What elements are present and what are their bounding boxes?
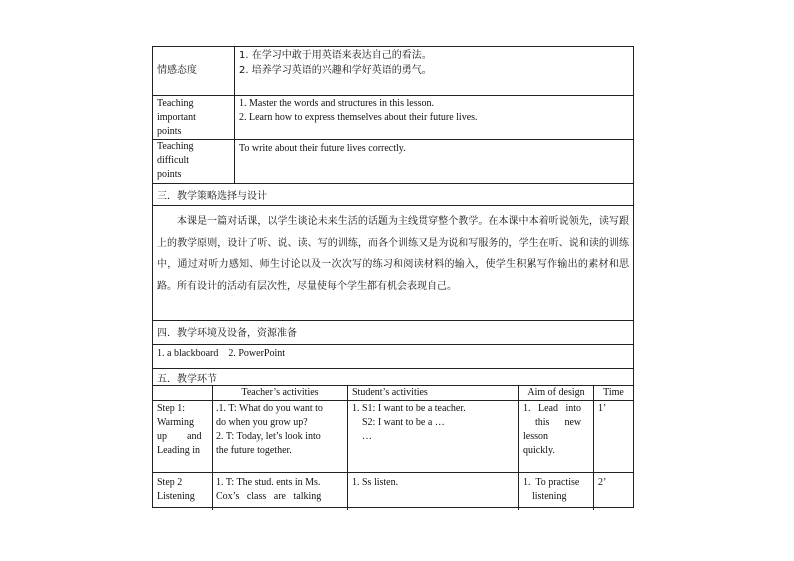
step1-aim-line-2: this new	[535, 417, 582, 428]
important-label-line-3: points	[157, 126, 182, 137]
row-section4-heading	[153, 320, 633, 345]
row-column-headers	[153, 385, 633, 401]
header-teacher-cell	[213, 386, 348, 401]
attitude-label-cell	[153, 47, 235, 95]
row-step-2	[153, 472, 633, 510]
step1-name-line-2: Warming	[157, 417, 194, 428]
step1-name-line-4: Leading in	[157, 445, 201, 456]
step1-teacher-line-1: .1. T: What do you want to	[216, 403, 323, 414]
step1-time-cell	[594, 401, 633, 473]
step1-student-line-3: …	[352, 431, 372, 442]
step1-teacher-line-4: the future together.	[216, 445, 292, 456]
step2-aim-line-1: 1. To practise	[523, 477, 580, 488]
row-attitude	[153, 47, 633, 95]
attitude-content-cell	[235, 47, 633, 95]
step2-teacher-line-2: Cox’s class are talking	[216, 491, 322, 502]
row-section3-paragraph	[153, 205, 633, 321]
step1-aim-line-1: 1. Lead into	[523, 403, 582, 414]
step2-teacher-cell	[213, 473, 348, 510]
important-content-cell	[235, 96, 633, 140]
difficult-label-line-2: difficult	[157, 155, 190, 166]
difficult-content-cell	[235, 140, 633, 184]
section3-heading: 三．教学策略选择与设计	[157, 191, 267, 202]
row-section4-resources	[153, 344, 633, 369]
step1-teacher-cell	[213, 401, 348, 473]
step2-time: 2’	[598, 477, 607, 488]
step2-student-cell	[348, 473, 519, 510]
row-section5-heading	[153, 368, 633, 386]
difficult-label-line-3: points	[157, 169, 182, 180]
step1-student-line-2: S2: I want to be a …	[352, 417, 445, 428]
step1-name-line-3: up and	[157, 431, 202, 442]
row-section3-heading	[153, 183, 633, 206]
step1-teacher-line-2: do when you grow up?	[216, 417, 308, 428]
step2-time-cell	[594, 473, 633, 510]
lesson-plan-table	[152, 46, 634, 508]
header-time-cell	[594, 386, 633, 401]
step1-student-cell	[348, 401, 519, 473]
step1-aim-line-4: quickly.	[523, 445, 555, 456]
attitude-item-1: 1. 在学习中敢于用英语来表达自己的看法。	[239, 50, 432, 61]
section4-heading: 四．教学环境及设备，资源准备	[157, 328, 297, 339]
header-student: Student’s activities	[352, 387, 428, 398]
row-difficult-points	[153, 139, 633, 184]
difficult-text: To write about their future lives correctly.	[239, 143, 406, 154]
step2-name-cell	[153, 473, 213, 510]
row-step-1	[153, 400, 633, 473]
step2-student-line-1: 1. Ss listen.	[352, 477, 399, 488]
step1-name-line-1: Step 1:	[157, 403, 186, 414]
step1-time: 1’	[598, 403, 607, 414]
header-step-cell	[153, 386, 213, 401]
step1-student-line-1: 1. S1: I want to be a teacher.	[352, 403, 466, 414]
row-important-points	[153, 95, 633, 140]
resources-text: 1. a blackboard 2. PowerPoint	[157, 348, 286, 359]
header-aim-cell	[519, 386, 594, 401]
important-label-cell	[153, 96, 235, 140]
important-item-1: 1. Master the words and structures in this lesson.	[239, 98, 434, 109]
header-time: Time	[603, 387, 624, 398]
attitude-item-2: 2. 培养学习英语的兴趣和学好英语的勇气。	[239, 65, 432, 76]
step1-name-cell	[153, 401, 213, 473]
difficult-label-line-1: Teaching	[157, 141, 194, 152]
important-label-line-2: important	[157, 112, 196, 123]
important-item-2: 2. Learn how to express themselves about their future lives.	[239, 112, 478, 123]
step2-name-line-2: Listening	[157, 491, 195, 502]
step2-name-line-1: Step 2	[157, 477, 183, 488]
step1-aim-cell	[519, 401, 594, 473]
step1-teacher-line-3: 2. T: Today, let’s look into	[216, 431, 321, 442]
step1-aim-line-3: lesson	[523, 431, 548, 442]
header-aim: Aim of design	[527, 387, 585, 398]
attitude-label: 情感态度	[157, 65, 197, 76]
step2-aim-line-2: listening	[532, 491, 567, 502]
step2-aim-cell	[519, 473, 594, 510]
header-teacher: Teacher’s activities	[241, 387, 319, 398]
difficult-label-cell	[153, 140, 235, 184]
step2-teacher-line-1: 1. T: The stud. ents in Ms.	[216, 477, 321, 488]
section5-heading: 五．教学环节	[157, 374, 217, 385]
header-student-cell	[348, 386, 519, 401]
strategy-paragraph: 本课是一篇对话课，以学生谈论未来生活的话题为主线贯穿整个教学。在本课中本着听说领先，读写跟上的教学原则，设计了听、说、读、写的训练，而各个训练又是为说和写服务的，学生在听、说和读的训练中，通过对听力感知、师生讨论以及一次次写的练习和阅读材料的输入，使学生积累写作输出的素材和思路。所有设计的活动有层次性，尽量使每个学生都有机会表现自己。	[157, 216, 629, 292]
important-label-line-1: Teaching	[157, 98, 194, 109]
